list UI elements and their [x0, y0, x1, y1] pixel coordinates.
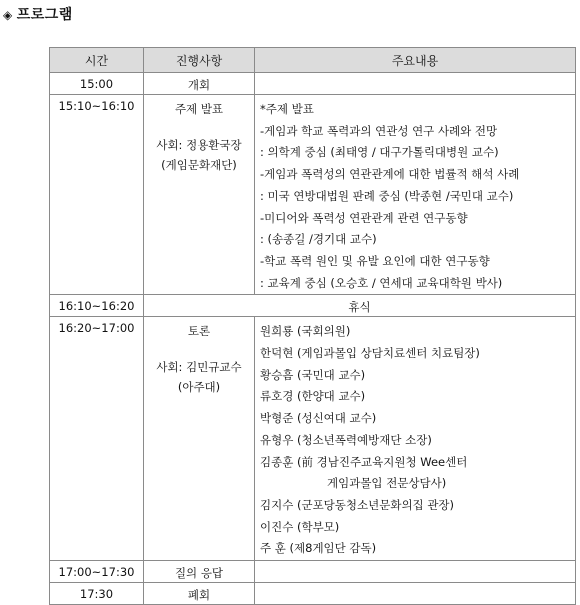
moderator-label: 사회: 김민규교수 — [156, 360, 242, 375]
table-row — [50, 295, 576, 317]
content-line: 황승흠 (국민대 교수) — [260, 367, 366, 382]
time-cell: 15:10~16:10 — [50, 95, 144, 295]
content-line: 주 훈 (제8게임단 감독) — [260, 541, 377, 556]
time-cell: 15:00 — [50, 73, 144, 95]
table-row — [50, 317, 576, 561]
activity-cell: 개회 — [144, 73, 255, 95]
moderator-org: (아주대) — [177, 380, 221, 395]
table-row — [50, 73, 576, 95]
activity-cell — [144, 95, 255, 295]
table-row — [50, 583, 576, 605]
content-line: 김종훈 (前 경남진주교육지원청 Wee센터 — [260, 454, 468, 469]
content-cell — [255, 583, 576, 605]
section-title-text: 프로그램 — [16, 7, 73, 23]
content-line: *주제 발표 — [260, 102, 314, 116]
content-cell — [255, 73, 576, 95]
moderator-label: 사회: 정용환국장 — [156, 138, 242, 152]
content-line: 이진수 (학부모) — [260, 519, 340, 534]
moderator-org: (게임문화재단) — [161, 158, 237, 172]
time-cell: 16:20~17:00 — [50, 317, 144, 561]
content-line: -게임과 폭력성의 연관관계에 대한 법률적 해석 사례 — [260, 167, 520, 182]
time-cell: 17:00~17:30 — [50, 561, 144, 583]
activity-label: 토론 — [187, 324, 211, 339]
content-line: 원희룡 (국회의원) — [260, 324, 351, 339]
content-line: 게임과몰입 전문상담사) — [327, 476, 447, 491]
content-line: : 의학계 중심 (최태영 / 대구가톨릭대병원 교수) — [260, 145, 499, 160]
activity-cell — [144, 317, 255, 561]
content-cell — [255, 317, 576, 561]
activity-label: 주제 발표 — [174, 102, 224, 116]
time-cell: 17:30 — [50, 583, 144, 605]
content-line: 박형준 (성신여대 교수) — [260, 411, 377, 426]
time-cell: 16:10~16:20 — [50, 295, 144, 317]
content-line: 류호경 (한양대 교수) — [260, 389, 366, 404]
header-activity: 진행사항 — [144, 48, 255, 73]
content-line: 한덕현 (게임과몰입 상담치료센터 치료팀장) — [260, 346, 480, 361]
content-line: 유형우 (청소년폭력예방재단 소장) — [260, 432, 432, 447]
activity-cell: 질의 응답 — [144, 561, 255, 583]
section-title — [3, 4, 73, 24]
break-cell: 휴식 — [144, 295, 576, 317]
content-line: -학교 폭력 원인 및 유발 요인에 대한 연구동향 — [260, 253, 490, 268]
header-content: 주요내용 — [255, 48, 576, 73]
content-line: : 미국 연방대법원 판례 중심 (박종현 /국민대 교수) — [260, 188, 514, 203]
content-line: : (송종길 /경기대 교수) — [260, 232, 377, 247]
content-line: 김지수 (군포당동청소년문화의집 관장) — [260, 497, 455, 512]
content-cell — [255, 561, 576, 583]
table-header-row — [50, 48, 576, 73]
diamond-bullet-icon: ◈ — [3, 8, 13, 22]
activity-cell: 폐회 — [144, 583, 255, 605]
content-line: -게임과 학교 폭력과의 연관성 연구 사례와 전망 — [260, 123, 498, 138]
content-cell — [255, 95, 576, 295]
program-table — [49, 47, 576, 605]
table-row — [50, 95, 576, 295]
table-row — [50, 561, 576, 583]
content-line: : 교육계 중심 (오승호 / 연세대 교육대학원 박사) — [260, 275, 503, 290]
header-time: 시간 — [50, 48, 144, 73]
content-line: -미디어와 폭력성 연관관계 관련 연구동향 — [260, 210, 468, 225]
